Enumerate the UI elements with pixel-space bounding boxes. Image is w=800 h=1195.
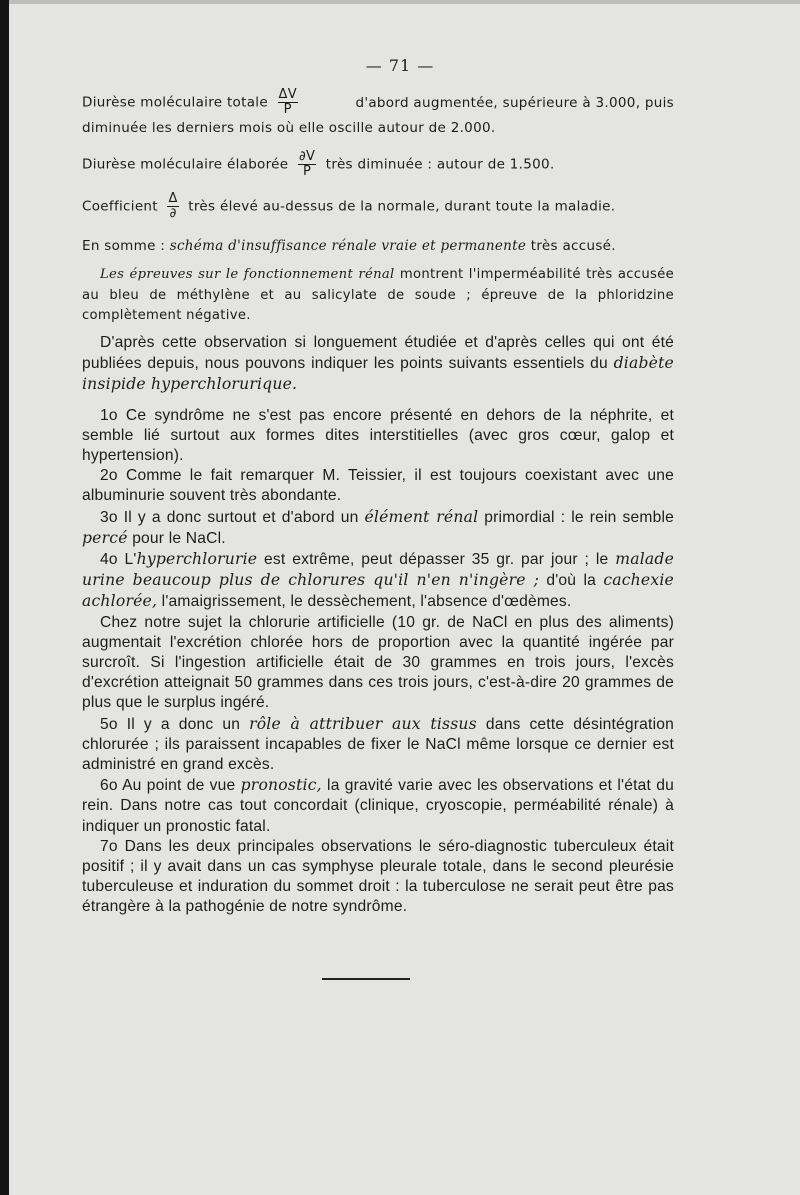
point-3: 3o Il y a donc surtout et d'abord un élément rénal primordial : le rein semble percé pour le NaCl. xyxy=(82,507,675,547)
emphasis-diabete: diabète insipide hyperchlorurique. xyxy=(82,354,674,394)
line-diurese-elaboree xyxy=(82,150,674,179)
line-coefficient xyxy=(82,192,674,221)
point-7: 7o Dans les deux principales observations le séro-diagnostic tuberculeux était positif ; il y avait dans un cas symphyse pleurale totale, dans le second pleurésie tuberculeuse et induration du sommet droit : la tuberculose ne serait peut être pas étrangère à la pathogénie de notre syndrôme. xyxy=(82,837,674,916)
fraction-delta-d: $\frac{\Delta}{\partial}$ xyxy=(168,191,178,221)
emphasis-epreuves: Les épreuves sur le fonctionnement rénal xyxy=(100,267,395,282)
paragraph-chlorurie: Chez notre sujet la chlorurie artificielle (10 gr. de NaCl en plus des aliments) augmentait l'excrétion chlorée hors de proportion avec la quantité ingérée par surcroît. Si l'ingestion artificielle était de 30 grammes en trois jours, l'excès d'excrétion atteignait 50 grammes dans ces trois jours, c'est-à-dire 20 grammes de plus que le surplus ingéré. xyxy=(82,613,674,712)
emphasis-perce: percé xyxy=(82,528,128,547)
paragraph-intro: D'après cette observation si longuement étudiée et d'après celles qui ont été publiées depuis, nous pouvons indiquer les points suivants essentiels du diabète insipide hyperchlorurique. xyxy=(82,334,674,394)
fraction-dv-p: $\frac{\partial V}{P}$ xyxy=(298,149,316,179)
text-diurese-totale-1: d'abord augmentée, supérieure à 3.000, puis xyxy=(355,94,674,111)
emphasis-malade-urine: malade urine beaucoup plus de chlorures qu'il n'en n'ingère ; xyxy=(82,550,674,590)
label-diurese-totale: Diurèse moléculaire totale xyxy=(82,94,268,111)
point-5: 5o Il y a donc un rôle à attribuer aux tissus dans cette désintégration chlorurée ; ils paraissent incapables de fixer le NaCl même lorsque ce dernier est administré en grand excès. xyxy=(82,714,674,774)
closing-rule xyxy=(322,978,410,980)
point-4: 4o L'hyperchlorurie est extrême, peut dépasser 35 gr. par jour ; le malade urine beaucoup plus de chlorures qu'il n'en n'ingère ; d'où la cachexie achlorée, l'amaigrissement, le dessèchement, l'absence d'œdèmes. xyxy=(82,550,674,611)
scan-edge-left xyxy=(0,0,9,1195)
main-text xyxy=(82,333,674,918)
text-coefficient: très élevé au-dessus de la normale, durant toute la maladie. xyxy=(188,198,616,215)
emphasis-pronostic: pronostic, xyxy=(240,776,322,795)
point-6: 6o Au point de vue pronostic, la gravité varie avec les observations et l'état du rein. Dans notre cas tout concordait (clinique, cryoscopie, perméabilité rénale) à indiquer un pronostic fatal. xyxy=(82,776,674,835)
point-2: 2o Comme le fait remarquer M. Teissier, il est toujours coexistant avec une albuminurie souvent très abondante. xyxy=(82,467,674,505)
page-number: — 71 — xyxy=(365,56,435,75)
text-diurese-elaboree: très diminuée : autour de 1.500. xyxy=(325,156,555,173)
emphasis-element-renal: élément rénal xyxy=(364,507,479,526)
label-coefficient: Coefficient xyxy=(82,198,158,215)
fraction-delta-v-p: $\frac{\Delta V}{P}$ xyxy=(278,87,297,117)
line-en-somme: En somme : schéma d'insuffisance rénale vraie et permanente très accusé. xyxy=(82,238,616,254)
emphasis-role-tissus: rôle à attribuer aux tissus xyxy=(249,714,477,733)
label-diurese-elaboree: Diurèse moléculaire élaborée xyxy=(82,156,289,173)
paragraph-epreuves: Les épreuves sur le fonctionnement rénal montrent l'imperméabilité très accusée au bleu de méthylène et au salicylate de soude ; épreuve de la phloridzine complètement négative. xyxy=(82,267,674,323)
emphasis-schema: schéma d'insuffisance rénale vraie et permanente xyxy=(169,238,527,254)
emphasis-hyperchlorurie: hyperchlorurie xyxy=(136,550,258,569)
line-diurese-totale xyxy=(82,88,674,136)
point-1: 1o Ce syndrôme ne s'est pas encore présenté en dehors de la néphrite, et semble lié surtout aux formes dites interstitielles (avec gros cœur, galop et hypertension). xyxy=(82,406,674,465)
emphasis-cachexie: cachexie achlorée, xyxy=(82,571,674,611)
text-diurese-totale-2: diminuée les derniers mois où elle oscille autour de 2.000. xyxy=(82,120,496,136)
scan-edge-top xyxy=(9,0,800,4)
